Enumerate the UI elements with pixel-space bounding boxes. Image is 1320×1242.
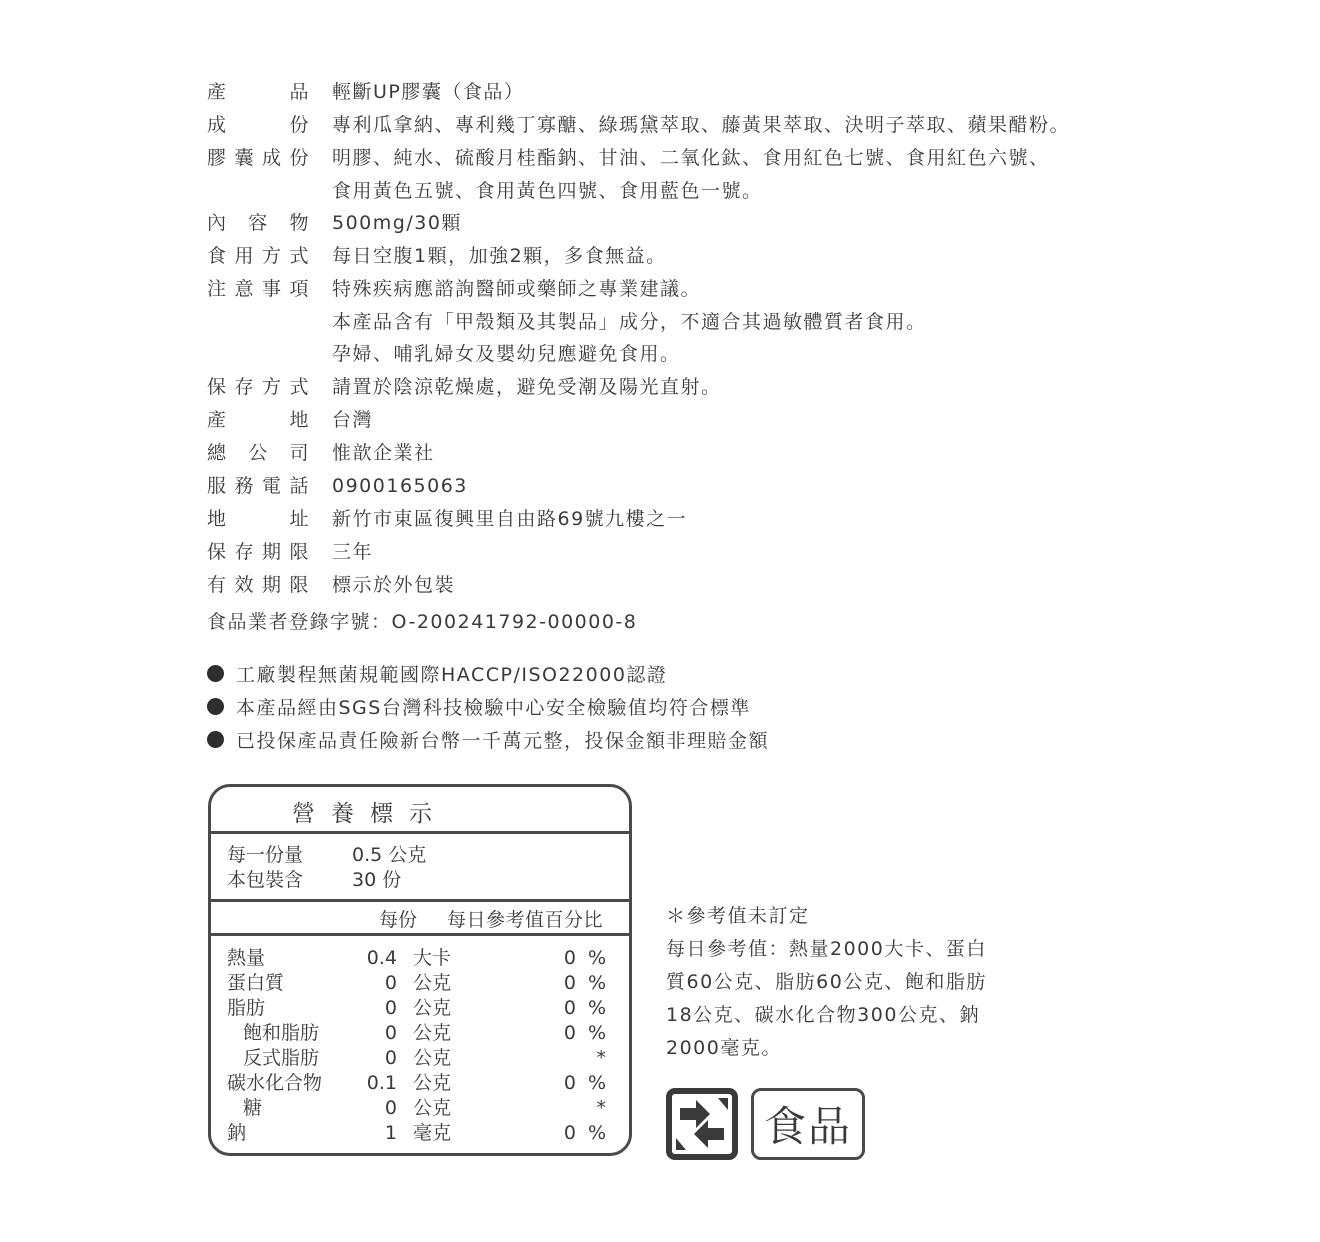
spec-row bbox=[207, 109, 1167, 142]
certification-item bbox=[207, 723, 769, 756]
nutrition-column-headers bbox=[211, 905, 629, 933]
spec-label: 服務電話 bbox=[207, 474, 310, 497]
product-spec-list bbox=[207, 76, 1167, 602]
spec-value: 特殊疾病應諮詢醫師或藥師之專業建議。 bbox=[332, 278, 702, 300]
note-line: 18公克、碳水化合物300公克、鈉 bbox=[666, 1004, 980, 1026]
divider bbox=[211, 831, 629, 834]
bullet-dot-icon bbox=[207, 698, 224, 715]
nutrition-row bbox=[211, 971, 629, 996]
note-line: 質60公克、脂肪60公克、飽和脂肪 bbox=[666, 971, 987, 993]
spec-row bbox=[207, 470, 1167, 503]
spec-row bbox=[207, 207, 1167, 240]
spec-value: 500mg/30顆 bbox=[332, 212, 462, 234]
nutrient-unit: 公克 bbox=[413, 972, 452, 994]
spec-row bbox=[207, 404, 1167, 437]
nutrient-daily-value: 0 % bbox=[563, 947, 609, 969]
spec-label: 地址 bbox=[207, 507, 310, 530]
nutrient-name: 脂肪 bbox=[227, 997, 266, 1019]
nutrient-name: 蛋白質 bbox=[227, 972, 285, 994]
spec-value: 新竹市東區復興里自由路69號九樓之一 bbox=[332, 507, 688, 530]
spec-row bbox=[207, 240, 1167, 273]
nutrient-daily-value: 0 % bbox=[563, 1072, 609, 1094]
nutrient-name: 反式脂肪 bbox=[243, 1047, 320, 1069]
recycle-icon bbox=[666, 1088, 738, 1160]
servings-value: 30 份 bbox=[352, 869, 402, 891]
spec-label: 總公司 bbox=[207, 441, 310, 464]
certification-text: 已投保產品責任險新台幣一千萬元整，投保金額非理賠金額 bbox=[236, 730, 770, 752]
nutrient-daily-value: 0 % bbox=[563, 972, 609, 994]
divider bbox=[211, 933, 629, 936]
nutrient-amount: 0 bbox=[384, 997, 397, 1019]
note-line: 每日參考值：熱量2000大卡、蛋白 bbox=[666, 938, 987, 960]
nutrition-row bbox=[211, 1021, 629, 1046]
spec-value: 請置於陰涼乾燥處，避免受潮及陽光直射。 bbox=[332, 375, 722, 398]
daily-value-header: 每日參考值百分比 bbox=[447, 909, 604, 931]
serving-size-label: 每一份量 bbox=[227, 844, 304, 866]
nutrient-amount: 0.1 bbox=[366, 1072, 397, 1094]
certification-item bbox=[207, 657, 769, 690]
nutrient-name: 糖 bbox=[243, 1097, 263, 1119]
nutrient-daily-value: * bbox=[596, 1097, 609, 1119]
nutrient-amount: 0 bbox=[384, 1097, 397, 1119]
servings-label: 本包裝含 bbox=[227, 869, 304, 891]
spec-label: 產地 bbox=[207, 408, 310, 431]
spec-label: 成份 bbox=[207, 114, 310, 136]
registration-number: 食品業者登錄字號：O-200241792-00000-8 bbox=[207, 611, 638, 633]
certification-text: 工廠製程無菌規範國際HACCP/ISO22000認證 bbox=[236, 664, 668, 686]
spec-label: 保存方式 bbox=[207, 375, 310, 398]
nutrient-daily-value: 0 % bbox=[563, 997, 609, 1019]
nutrient-daily-value: 0 % bbox=[563, 1022, 609, 1044]
nutrient-amount: 0 bbox=[384, 1022, 397, 1044]
nutrient-name: 飽和脂肪 bbox=[243, 1022, 320, 1044]
spec-row bbox=[207, 536, 1167, 569]
nutrient-unit: 公克 bbox=[413, 1022, 452, 1044]
nutrition-facts-box bbox=[208, 784, 632, 1156]
nutrition-row bbox=[211, 1121, 629, 1146]
nutrient-unit: 毫克 bbox=[413, 1122, 452, 1144]
nutrition-rows bbox=[211, 946, 629, 1146]
spec-row bbox=[207, 142, 1167, 207]
spec-value: 本產品含有「甲殼類及其製品」成分，不適合其過敏體質者食用。 bbox=[332, 310, 927, 333]
spec-row bbox=[207, 76, 1167, 109]
nutrient-unit: 公克 bbox=[413, 1072, 452, 1094]
certification-item bbox=[207, 690, 769, 723]
spec-label: 注意事項 bbox=[207, 278, 310, 300]
spec-value: 食用黃色五號、食用黃色四號、食用藍色一號。 bbox=[332, 179, 763, 202]
nutrition-row bbox=[211, 946, 629, 971]
spec-value: 台灣 bbox=[332, 408, 374, 431]
spec-value: 惟歆企業社 bbox=[332, 441, 435, 464]
spec-value: 標示於外包裝 bbox=[332, 573, 456, 596]
serving-info bbox=[227, 843, 426, 893]
nutrient-unit: 大卡 bbox=[413, 947, 452, 969]
spec-label: 膠囊成份 bbox=[207, 147, 310, 169]
spec-value: 孕婦、哺乳婦女及嬰幼兒應避免食用。 bbox=[332, 343, 681, 365]
note-line: 2000毫克。 bbox=[666, 1037, 782, 1059]
nutrition-title: 營養標示 bbox=[292, 801, 448, 827]
spec-value: 明膠、純水、硫酸月桂酯鈉、甘油、二氧化鈦、食用紅色七號、食用紅色六號、 bbox=[332, 147, 1050, 169]
nutrient-daily-value: * bbox=[596, 1047, 609, 1069]
nutrition-row bbox=[211, 996, 629, 1021]
nutrient-amount: 0 bbox=[384, 1047, 397, 1069]
daily-reference-note bbox=[666, 900, 1036, 1065]
spec-value: 三年 bbox=[332, 540, 374, 563]
nutrient-name: 碳水化合物 bbox=[227, 1072, 323, 1094]
spec-value: 每日空腹1顆，加強2顆，多食無益。 bbox=[332, 245, 667, 267]
nutrient-amount: 1 bbox=[384, 1122, 397, 1144]
nutrient-unit: 公克 bbox=[413, 1097, 452, 1119]
divider bbox=[211, 899, 629, 902]
nutrient-amount: 0.4 bbox=[366, 947, 397, 969]
spec-label: 產品 bbox=[207, 81, 310, 103]
food-badge: 食品 bbox=[751, 1088, 865, 1160]
note-line: ＊參考值未訂定 bbox=[666, 905, 810, 927]
spec-row bbox=[207, 569, 1167, 602]
nutrient-unit: 公克 bbox=[413, 1047, 452, 1069]
nutrition-row bbox=[211, 1046, 629, 1071]
per-serving-header: 每份 bbox=[379, 909, 418, 931]
nutrient-daily-value: 0 % bbox=[563, 1122, 609, 1144]
certification-text: 本產品經由SGS台灣科技檢驗中心安全檢驗值均符合標準 bbox=[236, 697, 751, 719]
nutrient-unit: 公克 bbox=[413, 997, 452, 1019]
nutrition-row bbox=[211, 1071, 629, 1096]
spec-row bbox=[207, 371, 1167, 404]
spec-label: 有效期限 bbox=[207, 573, 310, 596]
certification-bullets bbox=[207, 657, 769, 756]
bullet-dot-icon bbox=[207, 731, 224, 748]
serving-size-value: 0.5 公克 bbox=[352, 844, 427, 866]
spec-label: 內容物 bbox=[207, 212, 310, 234]
spec-value: 0900165063 bbox=[332, 474, 468, 497]
nutrient-name: 鈉 bbox=[227, 1122, 247, 1144]
spec-row bbox=[207, 503, 1167, 536]
spec-row bbox=[207, 273, 1167, 371]
bullet-dot-icon bbox=[207, 665, 224, 682]
spec-label: 食用方式 bbox=[207, 245, 310, 267]
nutrition-row bbox=[211, 1096, 629, 1121]
spec-row bbox=[207, 437, 1167, 470]
spec-value: 專利瓜拿納、專利幾丁寡醣、綠瑪黛萃取、藤黃果萃取、決明子萃取、蘋果醋粉。 bbox=[332, 114, 1071, 136]
nutrient-name: 熱量 bbox=[227, 947, 266, 969]
spec-value: 輕斷UP膠囊（食品） bbox=[332, 81, 525, 103]
spec-label: 保存期限 bbox=[207, 540, 310, 563]
nutrient-amount: 0 bbox=[384, 972, 397, 994]
